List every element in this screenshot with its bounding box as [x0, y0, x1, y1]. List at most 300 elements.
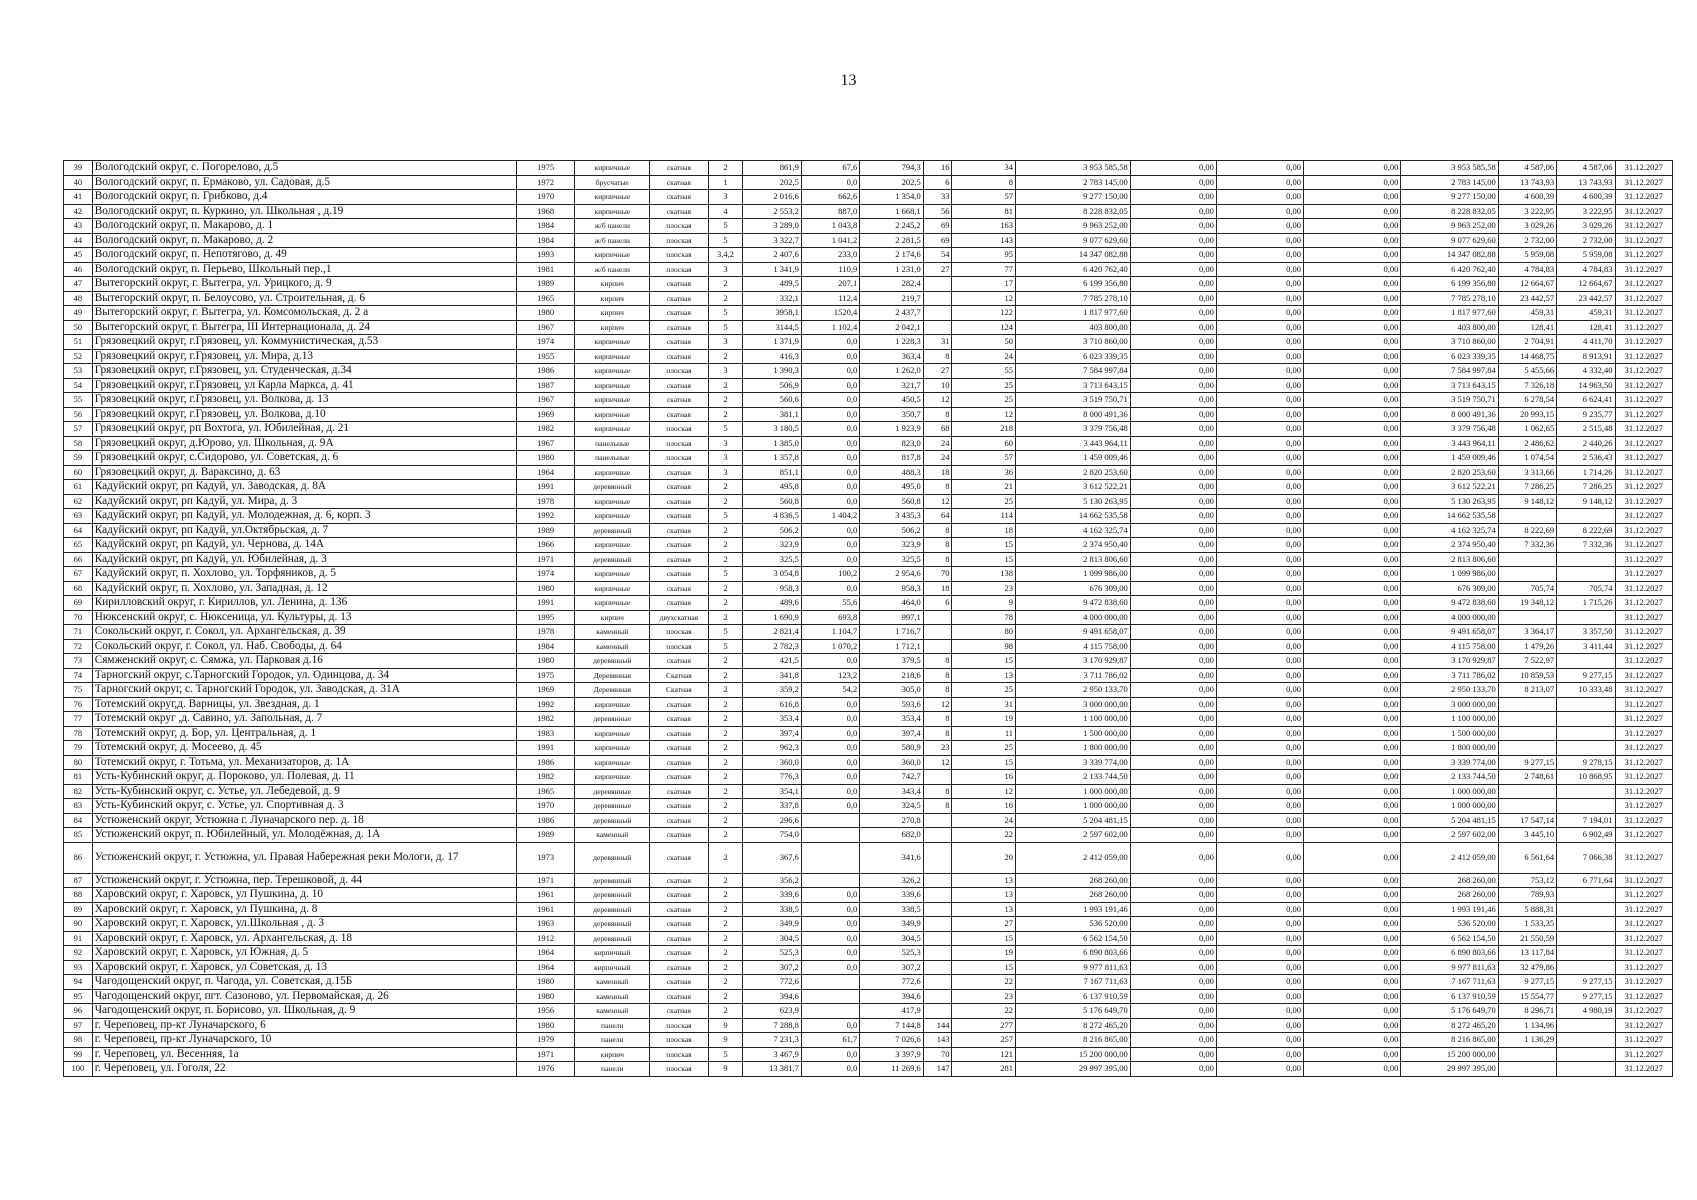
cell-regional-budget: 0,00	[1216, 813, 1303, 828]
cell-owners-funds: 2 783 145,00	[1401, 175, 1498, 190]
cell-apartments: 10	[923, 378, 952, 393]
cell-row-number: 70	[64, 610, 93, 625]
cell-apartments: 64	[923, 509, 952, 524]
cell-cost-per-sqm: 3 445,10	[1498, 828, 1556, 843]
cell-apartments: 18	[923, 581, 952, 596]
cell-fund-financing: 0,00	[1130, 975, 1216, 990]
cell-owners-funds: 2 133 744,50	[1401, 770, 1498, 785]
cell-total-cost: 9 472 838,60	[1016, 596, 1131, 611]
cell-regional-budget: 0,00	[1216, 465, 1303, 480]
cell-completion-date: 31.12.2027	[1615, 552, 1673, 567]
cell-limit-cost-per-sqm: 7 194,01	[1557, 813, 1615, 828]
cell-nonresidential-area: 0,0	[801, 1062, 859, 1077]
cell-year-built: 1992	[516, 697, 574, 712]
cell-limit-cost-per-sqm: 7 286,25	[1557, 480, 1615, 495]
cell-total-cost: 403 800,00	[1016, 320, 1131, 335]
cell-fund-financing: 0,00	[1130, 175, 1216, 190]
cell-roof-type: скатная	[650, 960, 708, 975]
cell-completion-date: 31.12.2027	[1615, 712, 1673, 727]
cell-nonresidential-area: 0,0	[801, 1047, 859, 1062]
cell-regional-budget: 0,00	[1216, 407, 1303, 422]
cell-completion-date: 31.12.2027	[1615, 378, 1673, 393]
cell-local-budget: 0,00	[1303, 596, 1400, 611]
cell-completion-date: 31.12.2027	[1615, 873, 1673, 888]
cell-fund-financing: 0,00	[1130, 436, 1216, 451]
cell-total-area: 4 836,5	[743, 509, 801, 524]
cell-total-cost: 1 099 986,00	[1016, 567, 1131, 582]
cell-residential-area: 379,5	[860, 654, 924, 669]
cell-completion-date: 31.12.2027	[1615, 784, 1673, 799]
cell-fund-financing: 0,00	[1130, 683, 1216, 698]
cell-cost-per-sqm: 4 784,83	[1498, 262, 1556, 277]
cell-fund-financing: 0,00	[1130, 596, 1216, 611]
cell-limit-cost-per-sqm: 9 277,15	[1557, 975, 1615, 990]
cell-apartments: 56	[923, 204, 952, 219]
cell-total-cost: 3 339 774,00	[1016, 755, 1131, 770]
cell-address: Вологодский округ, п. Макарово, д. 2	[92, 233, 516, 248]
cell-residential-area: 323,9	[860, 538, 924, 553]
cell-total-area: 349,9	[743, 917, 801, 932]
cell-completion-date: 31.12.2027	[1615, 625, 1673, 640]
cell-local-budget: 0,00	[1303, 1018, 1400, 1033]
cell-wall-material: панели	[575, 1062, 650, 1077]
cell-nonresidential-area: 1 043,8	[801, 219, 859, 234]
cell-limit-cost-per-sqm: 3 222,95	[1557, 204, 1615, 219]
cell-residential-area: 7 026,6	[860, 1033, 924, 1048]
table-row	[64, 335, 1673, 350]
cell-total-area: 354,1	[743, 784, 801, 799]
cell-total-cost: 4 000 000,00	[1016, 610, 1131, 625]
table-row	[64, 1004, 1673, 1019]
cell-total-area: 337,8	[743, 799, 801, 814]
cell-owners-funds: 1 459 009,46	[1401, 451, 1498, 466]
cell-row-number: 54	[64, 378, 93, 393]
cell-row-number: 79	[64, 741, 93, 756]
table-row	[64, 204, 1673, 219]
cell-row-number: 86	[64, 842, 93, 873]
cell-nonresidential-area: 0,0	[801, 902, 859, 917]
cell-nonresidential-area: 0,0	[801, 726, 859, 741]
cell-owners-funds: 6 023 339,35	[1401, 349, 1498, 364]
cell-total-area: 861,9	[743, 161, 801, 176]
cell-residents: 15	[952, 552, 1016, 567]
cell-row-number: 42	[64, 204, 93, 219]
cell-owners-funds: 3 710 860,00	[1401, 335, 1498, 350]
cell-cost-per-sqm: 7 332,36	[1498, 538, 1556, 553]
cell-floors: 2	[708, 668, 743, 683]
cell-roof-type: скатная	[650, 931, 708, 946]
cell-residential-area: 321,7	[860, 378, 924, 393]
cell-nonresidential-area	[801, 975, 859, 990]
cell-residents: 13	[952, 888, 1016, 903]
cell-local-budget: 0,00	[1303, 697, 1400, 712]
cell-total-area: 776,3	[743, 770, 801, 785]
cell-completion-date: 31.12.2027	[1615, 726, 1673, 741]
cell-cost-per-sqm: 3 313,66	[1498, 465, 1556, 480]
cell-completion-date: 31.12.2027	[1615, 668, 1673, 683]
cell-limit-cost-per-sqm: 6 902,49	[1557, 828, 1615, 843]
cell-row-number: 93	[64, 960, 93, 975]
cell-local-budget: 0,00	[1303, 364, 1400, 379]
cell-floors: 2	[708, 480, 743, 495]
cell-wall-material: панели	[575, 1018, 650, 1033]
cell-residents: 25	[952, 683, 1016, 698]
cell-owners-funds: 3 379 756,48	[1401, 422, 1498, 437]
cell-nonresidential-area: 0,0	[801, 538, 859, 553]
cell-residents: 218	[952, 422, 1016, 437]
cell-wall-material: кирпичные	[575, 335, 650, 350]
cell-local-budget: 0,00	[1303, 175, 1400, 190]
cell-floors: 2	[708, 813, 743, 828]
cell-owners-funds: 3 339 774,00	[1401, 755, 1498, 770]
cell-limit-cost-per-sqm: 705,74	[1557, 581, 1615, 596]
cell-completion-date: 31.12.2027	[1615, 596, 1673, 611]
cell-floors: 2	[708, 538, 743, 553]
cell-total-area: 202,5	[743, 175, 801, 190]
cell-cost-per-sqm: 17 547,14	[1498, 813, 1556, 828]
cell-apartments: 70	[923, 1047, 952, 1062]
cell-nonresidential-area: 0,0	[801, 946, 859, 961]
cell-completion-date: 31.12.2027	[1615, 770, 1673, 785]
cell-total-area: 489,5	[743, 277, 801, 292]
cell-residential-area: 772,6	[860, 975, 924, 990]
cell-fund-financing: 0,00	[1130, 697, 1216, 712]
cell-limit-cost-per-sqm: 4 980,19	[1557, 1004, 1615, 1019]
cell-roof-type: плоская	[650, 422, 708, 437]
cell-completion-date: 31.12.2027	[1615, 393, 1673, 408]
cell-address: Устюженский округ, г. Устюжна, пер. Терешковой, д. 44	[92, 873, 516, 888]
cell-cost-per-sqm	[1498, 567, 1556, 582]
cell-apartments	[923, 291, 952, 306]
cell-residential-area: 353,4	[860, 712, 924, 727]
cell-fund-financing: 0,00	[1130, 931, 1216, 946]
cell-address: Харовский округ, г. Харовск, ул Пушкина, д. 10	[92, 888, 516, 903]
cell-cost-per-sqm: 3 029,26	[1498, 219, 1556, 234]
cell-limit-cost-per-sqm	[1557, 697, 1615, 712]
cell-total-area: 339,6	[743, 888, 801, 903]
cell-residential-area: 341,6	[860, 842, 924, 873]
cell-regional-budget: 0,00	[1216, 946, 1303, 961]
cell-completion-date: 31.12.2027	[1615, 931, 1673, 946]
cell-nonresidential-area: 1 070,2	[801, 639, 859, 654]
cell-apartments: 12	[923, 393, 952, 408]
table-row	[64, 161, 1673, 176]
cell-roof-type: скатная	[650, 335, 708, 350]
cell-wall-material: каменный	[575, 828, 650, 843]
cell-year-built: 1980	[516, 1018, 574, 1033]
cell-owners-funds: 8 000 491,36	[1401, 407, 1498, 422]
cell-fund-financing: 0,00	[1130, 813, 1216, 828]
cell-wall-material: каменный	[575, 1004, 650, 1019]
cell-limit-cost-per-sqm: 4 332,40	[1557, 364, 1615, 379]
cell-cost-per-sqm: 14 468,75	[1498, 349, 1556, 364]
cell-address: Харовский округ, г. Харовск, ул. Архангельская, д. 18	[92, 931, 516, 946]
cell-completion-date: 31.12.2027	[1615, 741, 1673, 756]
cell-roof-type: скатная	[650, 596, 708, 611]
cell-residential-area: 495,0	[860, 480, 924, 495]
cell-fund-financing: 0,00	[1130, 917, 1216, 932]
cell-owners-funds: 2 813 806,60	[1401, 552, 1498, 567]
cell-limit-cost-per-sqm	[1557, 960, 1615, 975]
cell-floors: 3	[708, 465, 743, 480]
cell-cost-per-sqm: 2 486,62	[1498, 436, 1556, 451]
cell-wall-material: кирпичные	[575, 349, 650, 364]
cell-roof-type: скатная	[650, 888, 708, 903]
cell-limit-cost-per-sqm: 6 771,64	[1557, 873, 1615, 888]
cell-apartments: 8	[923, 538, 952, 553]
cell-address: Вытегорский округ, г. Вытегра, ул. Урицкого, д. 9	[92, 277, 516, 292]
cell-year-built: 1974	[516, 335, 574, 350]
cell-total-area: 506,9	[743, 378, 801, 393]
cell-total-area: 353,4	[743, 712, 801, 727]
cell-row-number: 44	[64, 233, 93, 248]
cell-owners-funds: 5 130 263,95	[1401, 494, 1498, 509]
cell-wall-material: деревянный	[575, 813, 650, 828]
cell-residents: 16	[952, 770, 1016, 785]
cell-owners-funds: 8 216 865,00	[1401, 1033, 1498, 1048]
cell-cost-per-sqm: 9 148,12	[1498, 494, 1556, 509]
cell-apartments	[923, 277, 952, 292]
cell-regional-budget: 0,00	[1216, 175, 1303, 190]
cell-local-budget: 0,00	[1303, 989, 1400, 1004]
cell-apartments: 8	[923, 654, 952, 669]
cell-row-number: 88	[64, 888, 93, 903]
cell-apartments: 12	[923, 697, 952, 712]
cell-roof-type: скатная	[650, 873, 708, 888]
cell-roof-type: скатная	[650, 741, 708, 756]
cell-floors: 1	[708, 175, 743, 190]
table-row	[64, 407, 1673, 422]
cell-residents: 15	[952, 755, 1016, 770]
cell-residential-area: 560,8	[860, 494, 924, 509]
cell-total-cost: 6 023 339,35	[1016, 349, 1131, 364]
cell-roof-type: скатная	[650, 770, 708, 785]
table-row	[64, 1047, 1673, 1062]
cell-residents: 281	[952, 1062, 1016, 1077]
cell-owners-funds: 676 309,00	[1401, 581, 1498, 596]
cell-nonresidential-area: 0,0	[801, 1018, 859, 1033]
table-row	[64, 451, 1673, 466]
cell-local-budget: 0,00	[1303, 799, 1400, 814]
cell-floors: 2	[708, 975, 743, 990]
cell-regional-budget: 0,00	[1216, 697, 1303, 712]
cell-address: Усть-Кубинский округ, с. Устье, ул. Лебедевой, д. 9	[92, 784, 516, 799]
cell-roof-type: скатная	[650, 697, 708, 712]
cell-limit-cost-per-sqm	[1557, 888, 1615, 903]
cell-residential-area: 1 668,1	[860, 204, 924, 219]
cell-residents: 15	[952, 538, 1016, 553]
table-row	[64, 639, 1673, 654]
cell-cost-per-sqm: 8 222,69	[1498, 523, 1556, 538]
cell-cost-per-sqm: 4 600,39	[1498, 190, 1556, 205]
cell-owners-funds: 1 000 000,00	[1401, 799, 1498, 814]
cell-completion-date: 31.12.2027	[1615, 697, 1673, 712]
cell-row-number: 40	[64, 175, 93, 190]
cell-residential-area: 958,3	[860, 581, 924, 596]
cell-cost-per-sqm: 12 664,67	[1498, 277, 1556, 292]
cell-total-area: 7 288,8	[743, 1018, 801, 1033]
cell-wall-material: кирпичные	[575, 509, 650, 524]
cell-total-cost: 3 519 750,71	[1016, 393, 1131, 408]
cell-owners-funds: 1 800 000,00	[1401, 741, 1498, 756]
cell-local-budget: 0,00	[1303, 683, 1400, 698]
cell-residents: 27	[952, 917, 1016, 932]
cell-apartments: 54	[923, 248, 952, 263]
cell-owners-funds: 3 711 786,02	[1401, 668, 1498, 683]
cell-local-budget: 0,00	[1303, 975, 1400, 990]
cell-fund-financing: 0,00	[1130, 393, 1216, 408]
cell-roof-type: скатная	[650, 161, 708, 176]
cell-wall-material: кирпичные	[575, 596, 650, 611]
cell-owners-funds: 6 137 910,59	[1401, 989, 1498, 1004]
cell-year-built: 1972	[516, 175, 574, 190]
cell-residential-area: 2 281,5	[860, 233, 924, 248]
cell-row-number: 96	[64, 1004, 93, 1019]
cell-limit-cost-per-sqm	[1557, 784, 1615, 799]
cell-wall-material: ж/б панели	[575, 219, 650, 234]
cell-owners-funds: 5 176 649,70	[1401, 1004, 1498, 1019]
cell-address: Сокольский округ, г. Сокол, ул. Архангельская, д. 39	[92, 625, 516, 640]
cell-year-built: 1964	[516, 465, 574, 480]
cell-nonresidential-area: 207,1	[801, 277, 859, 292]
cell-residents: 11	[952, 726, 1016, 741]
cell-address: Грязовецкий округ, д.Юрово, ул. Школьная, д. 9А	[92, 436, 516, 451]
cell-residents: 17	[952, 277, 1016, 292]
cell-cost-per-sqm	[1498, 552, 1556, 567]
cell-owners-funds: 8 272 465,20	[1401, 1018, 1498, 1033]
cell-cost-per-sqm: 13 117,84	[1498, 946, 1556, 961]
cell-total-cost: 29 997 395,00	[1016, 1062, 1131, 1077]
cell-fund-financing: 0,00	[1130, 902, 1216, 917]
cell-total-cost: 14 662 535,58	[1016, 509, 1131, 524]
table-row	[64, 842, 1673, 873]
cell-fund-financing: 0,00	[1130, 262, 1216, 277]
cell-nonresidential-area: 100,2	[801, 567, 859, 582]
cell-wall-material: кирпичные	[575, 538, 650, 553]
cell-limit-cost-per-sqm: 13 743,93	[1557, 175, 1615, 190]
cell-limit-cost-per-sqm: 2 536,43	[1557, 451, 1615, 466]
cell-limit-cost-per-sqm: 7 066,38	[1557, 842, 1615, 873]
cell-address: Тотемский округ, д. Бор, ул. Центральная, д. 1	[92, 726, 516, 741]
cell-year-built: 1995	[516, 610, 574, 625]
cell-residential-area: 1 716,7	[860, 625, 924, 640]
cell-owners-funds: 2 374 950,40	[1401, 538, 1498, 553]
cell-fund-financing: 0,00	[1130, 465, 1216, 480]
cell-residential-area: 397,4	[860, 726, 924, 741]
cell-cost-per-sqm: 8 213,07	[1498, 683, 1556, 698]
cell-limit-cost-per-sqm: 10 333,48	[1557, 683, 1615, 698]
cell-cost-per-sqm: 19 348,12	[1498, 596, 1556, 611]
cell-regional-budget: 0,00	[1216, 451, 1303, 466]
cell-cost-per-sqm: 1 062,65	[1498, 422, 1556, 437]
cell-address: Вытегорский округ, г. Вытегра, ул. Комсомольская, д. 2 а	[92, 306, 516, 321]
cell-cost-per-sqm: 1 074,54	[1498, 451, 1556, 466]
cell-total-cost: 8 228 832,05	[1016, 204, 1131, 219]
cell-row-number: 99	[64, 1047, 93, 1062]
cell-completion-date: 31.12.2027	[1615, 190, 1673, 205]
cell-roof-type: скатная	[650, 813, 708, 828]
cell-limit-cost-per-sqm	[1557, 917, 1615, 932]
cell-year-built: 1991	[516, 480, 574, 495]
table-row	[64, 552, 1673, 567]
cell-owners-funds: 3 000 000,00	[1401, 697, 1498, 712]
cell-limit-cost-per-sqm	[1557, 1062, 1615, 1077]
cell-roof-type: скатная	[650, 407, 708, 422]
cell-residential-area: 325,5	[860, 552, 924, 567]
cell-year-built: 1975	[516, 668, 574, 683]
cell-total-cost: 8 272 465,20	[1016, 1018, 1131, 1033]
cell-fund-financing: 0,00	[1130, 581, 1216, 596]
table-row	[64, 654, 1673, 669]
cell-address: Вытегорский округ, п. Белоусово, ул. Строительная, д. 6	[92, 291, 516, 306]
cell-fund-financing: 0,00	[1130, 494, 1216, 509]
cell-residents: 22	[952, 828, 1016, 843]
cell-cost-per-sqm: 15 554,77	[1498, 989, 1556, 1004]
cell-address: Грязовецкий округ, г.Грязовец, ул. Волкова, д.10	[92, 407, 516, 422]
cell-total-area: 3 322,7	[743, 233, 801, 248]
cell-local-budget: 0,00	[1303, 726, 1400, 741]
cell-roof-type: плоская	[650, 1047, 708, 1062]
cell-regional-budget: 0,00	[1216, 842, 1303, 873]
cell-year-built: 1963	[516, 917, 574, 932]
cell-completion-date: 31.12.2027	[1615, 509, 1673, 524]
cell-address: Нюксенский округ, с. Нюксеница, ул. Культуры, д. 13	[92, 610, 516, 625]
cell-year-built: 1982	[516, 770, 574, 785]
cell-wall-material: деревянный	[575, 902, 650, 917]
cell-limit-cost-per-sqm: 9 235,77	[1557, 407, 1615, 422]
cell-residential-area: 304,5	[860, 931, 924, 946]
cell-year-built: 1980	[516, 306, 574, 321]
cell-owners-funds: 14 662 535,58	[1401, 509, 1498, 524]
cell-regional-budget: 0,00	[1216, 349, 1303, 364]
table-row	[64, 1033, 1673, 1048]
cell-floors: 2	[708, 902, 743, 917]
cell-local-budget: 0,00	[1303, 465, 1400, 480]
cell-wall-material: кирпичные	[575, 190, 650, 205]
cell-roof-type: скатная	[650, 393, 708, 408]
cell-wall-material: панели	[575, 1033, 650, 1048]
cell-regional-budget: 0,00	[1216, 538, 1303, 553]
cell-total-cost: 7 167 711,63	[1016, 975, 1131, 990]
cell-cost-per-sqm: 1 136,29	[1498, 1033, 1556, 1048]
cell-local-budget: 0,00	[1303, 654, 1400, 669]
cell-regional-budget: 0,00	[1216, 436, 1303, 451]
cell-year-built: 1989	[516, 523, 574, 538]
cell-address: Кадуйский округ, рп Кадуй, ул.Октябрьская, д. 7	[92, 523, 516, 538]
cell-residents: 23	[952, 581, 1016, 596]
cell-residents: 22	[952, 1004, 1016, 1019]
cell-nonresidential-area: 887,0	[801, 204, 859, 219]
cell-local-budget: 0,00	[1303, 917, 1400, 932]
table-row	[64, 902, 1673, 917]
cell-fund-financing: 0,00	[1130, 726, 1216, 741]
cell-total-area: 772,6	[743, 975, 801, 990]
cell-year-built: 1967	[516, 320, 574, 335]
cell-cost-per-sqm: 753,12	[1498, 873, 1556, 888]
cell-wall-material: ж/б панели	[575, 262, 650, 277]
cell-fund-financing: 0,00	[1130, 1047, 1216, 1062]
cell-completion-date: 31.12.2027	[1615, 262, 1673, 277]
cell-residential-area: 1 712,1	[860, 639, 924, 654]
cell-local-budget: 0,00	[1303, 494, 1400, 509]
cell-completion-date: 31.12.2027	[1615, 581, 1673, 596]
cell-limit-cost-per-sqm: 7 332,36	[1557, 538, 1615, 553]
cell-local-budget: 0,00	[1303, 291, 1400, 306]
page-number: 13	[840, 72, 857, 89]
cell-floors: 2	[708, 726, 743, 741]
cell-roof-type: плоская	[650, 625, 708, 640]
cell-address: г. Череповец, пр-кт Луначарского, 6	[92, 1018, 516, 1033]
